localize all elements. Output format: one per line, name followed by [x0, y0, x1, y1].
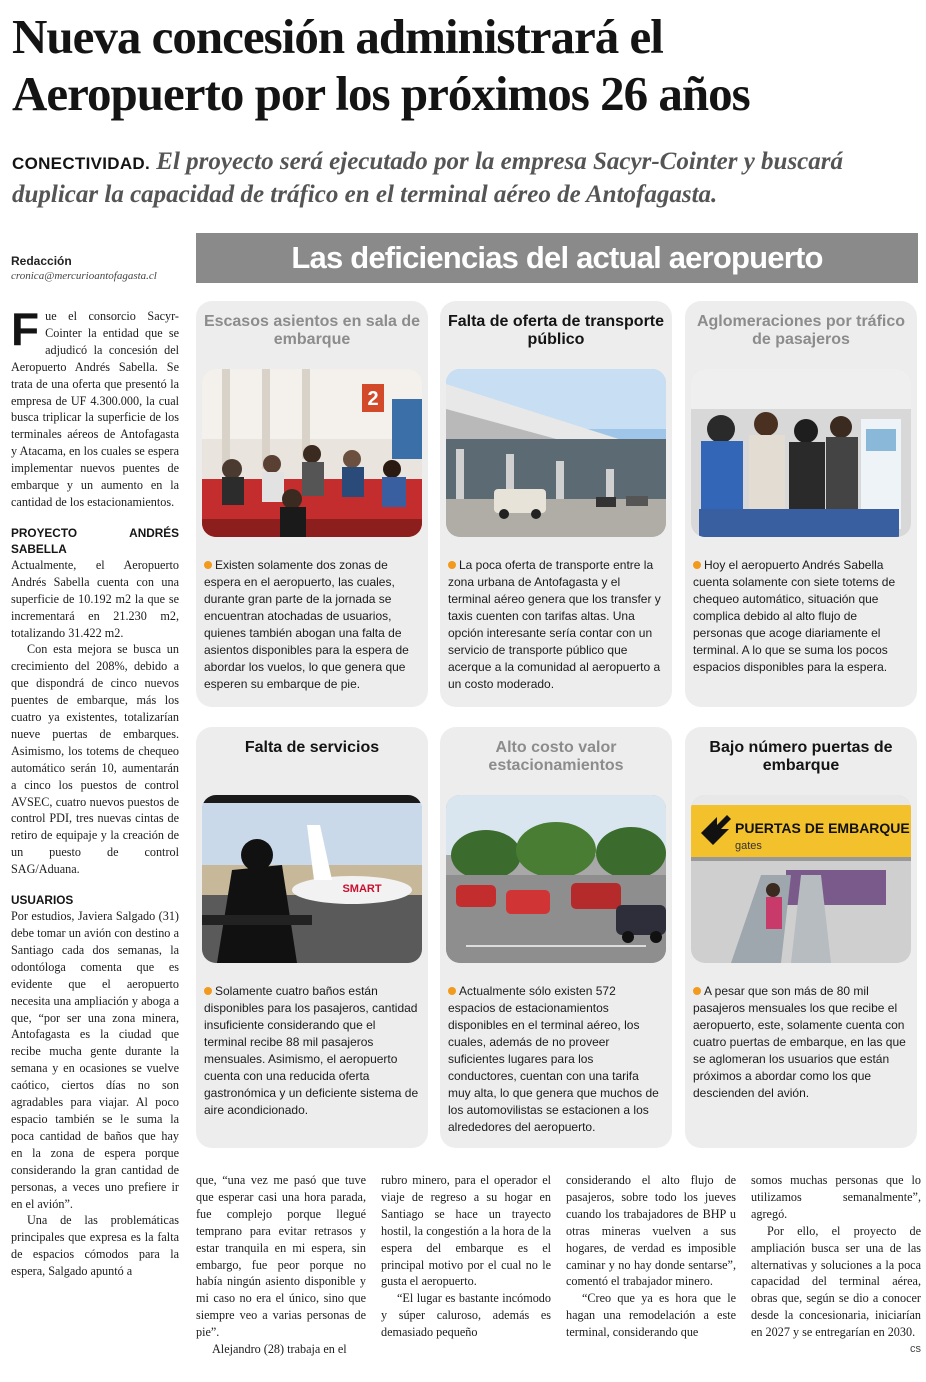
- bullet-icon: [448, 561, 456, 569]
- card-text: A pesar que son más de 80 mil pasajeros mensuales los que recibe el aeropuerto, este, solamente cuenta con cuatro puertas de embarque, en las que se aglomeran los usuarios que están próximos a abordar como los que descienden del avión.: [693, 984, 906, 1100]
- end-mark-icon: cs: [910, 1343, 921, 1356]
- card-text: La poca oferta de transporte entre la zona urbana de Antofagasta y el terminal aéreo genera que los transfer y taxis cuenten con tarifas altas. Una opción interesante sería contar con un servicio de transporte público que acerque a la comunidad al aeropuerto a un costo moderado.: [448, 558, 661, 691]
- gates-sign-subtext: gates: [735, 840, 762, 852]
- plane-window-photo: [202, 795, 422, 963]
- byline-email: cronica@mercurioantofagasta.cl: [11, 270, 157, 282]
- card-title: Aglomeraciones por tráfico de pasajeros: [696, 313, 906, 348]
- subheadline: [12, 146, 912, 210]
- bullet-icon: [693, 561, 701, 569]
- parking-lot-photo: [446, 795, 666, 963]
- section-subtitle: PROYECTO ANDRÉS SABELLA: [11, 525, 179, 556]
- article-column-4: [566, 1172, 736, 1341]
- article-paragraph: Alejandro (28) trabaja en el: [212, 1342, 347, 1357]
- terminal-exterior-photo: [446, 369, 666, 537]
- info-card-transport: [440, 301, 672, 707]
- article-paragraph: “El lugar es bastante incómodo y súper caluroso, además es demasiado pequeño: [381, 1291, 551, 1340]
- article-column-3: [381, 1172, 551, 1341]
- article-column-2: [196, 1172, 366, 1358]
- article-paragraph: Fue el consorcio Sacyr-Cointer la entidad que se adjudicó la concesión del Aeropuerto Andrés Sabella. Se trata de una oferta que presentó la empresa de UF 4.300.000, la cual busca triplicar la superficie de los terminales aéreos de Antofagasta y Atacama, en los cuales se espera implementar nuevos puentes de embarque y un aumento en la cantidad de los estacionamientos.: [11, 303, 179, 509]
- article-paragraph: somos muchas personas que lo utilizamos semanalmente”, agregó.: [751, 1173, 921, 1221]
- headline-line-2: Aeropuerto por los próximos 26 años: [12, 66, 750, 121]
- card-title: Falta de oferta de transporte público: [447, 313, 665, 348]
- card-text: Actualmente sólo existen 572 espacios de estacionamientos disponibles en el terminal aéreo, los cuales, además de no proveer suficientes lugares para los conductores, cuentan con una tarifa muy alta, lo que genera que muchos de los automovilistas se estacionen a los alrededores del aeropuerto.: [448, 984, 659, 1134]
- headline: [12, 8, 912, 122]
- article-paragraph: que, “una vez me pasó que tuve que esperar casi una hora parada, fue complejo porque llegué temprano para evitar retrasos y estar tranquila en mi espera, sin embargo, fue peor porque no había ningún asiento disponible y mi caso no era el único, sino que siempre veo a varias personas de pie”.: [196, 1173, 366, 1340]
- checkin-crowd-photo: [691, 369, 911, 537]
- info-card-gates: [685, 727, 917, 1148]
- article-paragraph: Una de las problemáticas principales que expresa es la falta de espacios cómodos para la espera, Salgado apuntó a: [11, 1213, 179, 1279]
- card-title: Falta de servicios: [244, 739, 380, 756]
- card-text: Existen solamente dos zonas de espera en el aeropuerto, las cuales, durante gran parte de la jornada se encuentran atochadas de usuarios, quienes también abogan una falta de asientos disponibles para la espera de abordar los vuelos, lo que genera que esperen su embarque de pie.: [204, 558, 409, 691]
- byline-author: Redacción: [11, 254, 72, 268]
- bullet-icon: [204, 561, 212, 569]
- gates-sign-text: PUERTAS DE EMBARQUE: [735, 820, 910, 836]
- card-title: Bajo número puertas de embarque: [709, 739, 893, 774]
- info-card-seats: [196, 301, 428, 707]
- waiting-room-photo: [202, 369, 422, 537]
- article-paragraph: Por estudios, Javiera Salgado (31) debe tomar un avión con destino a Santiago cada dos semanas, la odontóloga comenta que es evidente que el aeropuerto necesita una ampliación y aboga a que, “por ser una zona minera, Antofagasta es la ciudad que recibe mucha gente durante la semana y en ocasiones se vuelve caótico, ciertos días no son agradables para viajar. Al poco espacio también se le suma la poca cantidad de baños que hay en la zona de espera porque considerando la gran cantidad de personas, a veces uno prefiere ir en el avión”.: [11, 909, 179, 1211]
- gate-number-sign: 2: [367, 388, 379, 410]
- drop-cap: F: [11, 303, 40, 355]
- article-paragraph: Por ello, el proyecto de ampliación busca ser una de las alternativas y soluciones a la poca capacidad del terminal aérea, obras que, según se dio a conocer desde la concesionaria, iniciarían en 2027 y se entregarían en 2030. cs: [751, 1223, 921, 1341]
- bullet-icon: [204, 987, 212, 995]
- article-paragraph: considerando el alto flujo de pasajeros, sobre todo los jueves cuando los trabajadores de BHP u otras mineras vuelven a sus hogares, de verdad es imposible caminar y no hay donde sentarse”, comentó el trabajador minero.: [566, 1173, 736, 1289]
- bullet-icon: [693, 987, 701, 995]
- subheadline-text: El proyecto será ejecutado por la empresa Sacyr-Cointer y buscará duplicar la capacidad de tráfico en el terminal aéreo de Antofagasta.: [12, 148, 844, 208]
- card-title: Escasos asientos en sala de embarque: [203, 313, 421, 348]
- article-paragraph: Con esta mejora se busca un crecimiento del 208%, debido a que dispondrá de cinco nuevos puentes de embarque, más los cuatro ya existentes, totalizarían nueve puertas de embarques. Asimismo, los totems de chequeo automático serán 10, aumentarán a cinco los puestos de control AVSEC, cuatro nuevos puestos de control PDI, tres nuevas cintas de retiro de equipaje y la creación de un puesto de control SAG/Aduana.: [11, 642, 179, 877]
- card-text: Hoy el aeropuerto Andrés Sabella cuenta solamente con siete totems de chequeo automático, situación que complica debido al alto flujo de personas que acoge diariamente el terminal. A lo que se suma los pocos espacios disponibles para la espera.: [693, 558, 896, 674]
- article-paragraph: Actualmente, el Aeropuerto Andrés Sabella cuenta con una superficie de 10.192 m2 la que se incrementará en 21.230 m2, totalizando 31.422 m2.: [11, 557, 179, 640]
- infographic-title: Las deficiencias del actual aeropuerto: [291, 240, 823, 275]
- plane-livery-text: SMART: [342, 883, 382, 895]
- card-title: Alto costo valor estacionamientos: [488, 739, 624, 774]
- section-subtitle: USUARIOS: [11, 893, 74, 908]
- article-paragraph: “Creo que ya es hora que le hagan una remodelación a este terminal, considerando que: [566, 1291, 736, 1340]
- article-paragraph: rubro minero, para el operador el viaje de regreso a su hogar en Santiago se hace un trayecto hostil, la congestión a la hora de la espera del embarque es el principal motivo por el cual no le gusta el aeropuerto.: [381, 1173, 551, 1289]
- infographic-banner: [196, 233, 918, 283]
- byline: [11, 254, 186, 282]
- article-column-left: [11, 303, 179, 1280]
- card-text: Solamente cuatro baños están disponibles para los pasajeros, cantidad insuficiente considerando que el terminal recibe 88 mil pasajeros mensuales. Asimismo, el aeropuerto cuenta con una reducida oferta gastronómica y un deficiente sistema de aire acondicionado.: [204, 984, 419, 1117]
- section-kicker: CONECTIVIDAD.: [12, 154, 151, 173]
- headline-line-1: Nueva concesión administrará el: [12, 9, 663, 64]
- article-column-5: [751, 1172, 921, 1358]
- bullet-icon: [448, 987, 456, 995]
- info-card-services: [196, 727, 428, 1148]
- info-card-crowds: [685, 301, 917, 707]
- boarding-gates-photo: [691, 795, 911, 963]
- info-card-parking: [440, 727, 672, 1148]
